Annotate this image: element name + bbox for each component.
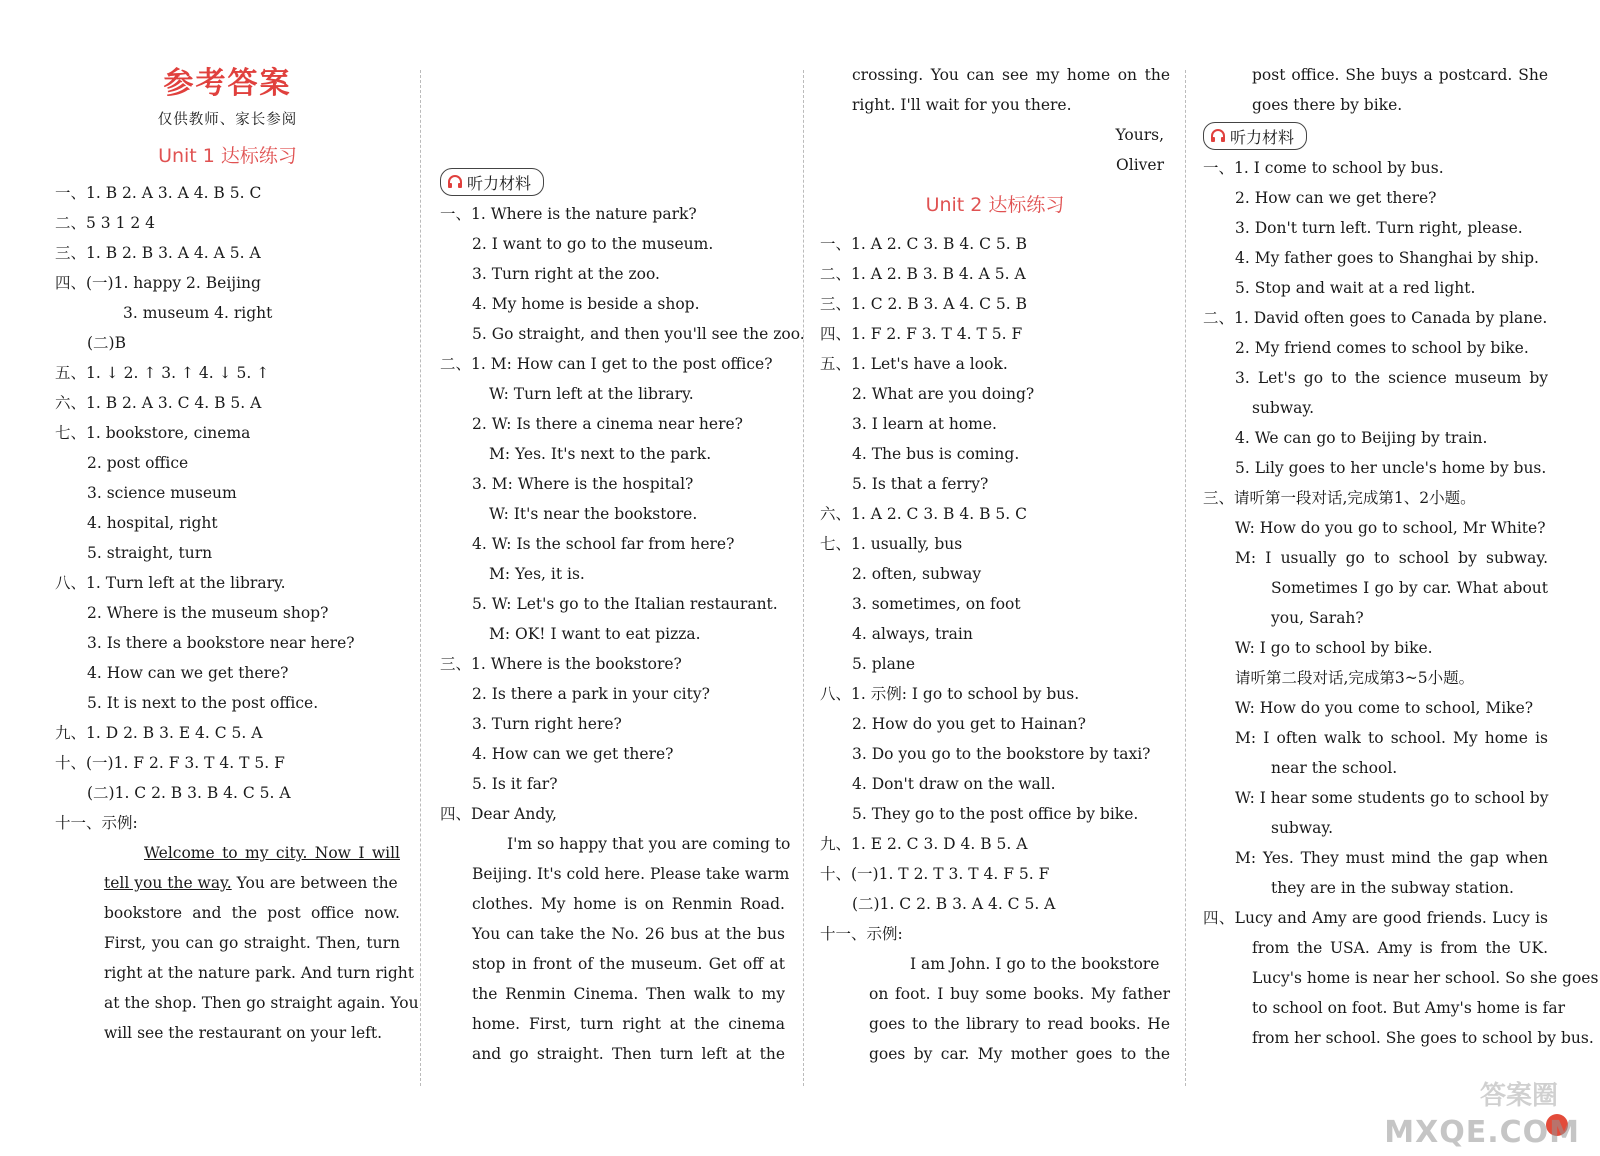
script-line: 三、1. Where is the bookstore? (440, 655, 682, 673)
page-subtitle: 仅供教师、家长参阅 (157, 112, 298, 128)
script-line: M: OK! I want to eat pizza. (489, 625, 701, 643)
essay-line: bookstore and the post office now. (104, 904, 400, 922)
script-line: they are in the subway station. (1271, 879, 1514, 897)
answer-line: 二、1. A 2. B 3. B 4. A 5. A (820, 265, 1026, 283)
script-line: you, Sarah? (1271, 609, 1364, 627)
answer-line: 三、1. B 2. B 3. A 4. A 5. A (55, 244, 261, 262)
listening-label: 听力材料 (1230, 127, 1295, 147)
essay-underlined: tell you the way. (104, 874, 232, 892)
answer-line: 2. post office (87, 454, 189, 472)
answer-line: 4. always, train (852, 625, 973, 643)
script-line: Lucy's home is near her school. So she goes (1252, 969, 1599, 987)
letter-line: stop in front of the museum. Get off at (472, 955, 785, 973)
letter-closing: Yours, (1115, 126, 1164, 144)
script-line: 5. Lily goes to her uncle's home by bus. (1235, 459, 1547, 477)
answer-line: 六、1. B 2. A 3. C 4. B 5. A (55, 394, 262, 412)
answer-line: 七、1. bookstore, cinema (55, 424, 251, 442)
answer-line: 4. hospital, right (87, 514, 218, 532)
essay-line: right at the nature park. And turn right (104, 964, 414, 982)
script-line: subway. (1271, 819, 1333, 837)
answer-line: 2. Where is the museum shop? (87, 604, 329, 622)
script-line: 请听第二段对话,完成第3~5小题。 (1235, 669, 1475, 687)
column-1 (55, 56, 419, 1048)
answer-line: 五、1. ↓ 2. ↑ 3. ↑ 4. ↓ 5. ↑ (55, 364, 270, 382)
script-line: 5. W: Let's go to the Italian restaurant. (472, 595, 778, 613)
answer-line: 一、1. B 2. A 3. A 4. B 5. C (55, 184, 262, 202)
column-4 (1203, 60, 1599, 1053)
listening-label: 听力材料 (467, 173, 532, 193)
answer-line: 5. It is next to the post office. (87, 694, 319, 712)
answer-line: 三、1. C 2. B 3. A 4. C 5. B (820, 295, 1027, 313)
column-2 (440, 166, 805, 1069)
script-line: 4. My home is beside a shop. (472, 295, 700, 313)
unit2-title: Unit 2 达标练习 (925, 194, 1065, 216)
script-line: M: Yes, it is. (489, 565, 585, 583)
script-line: 2. My friend comes to school by bike. (1235, 339, 1529, 357)
answer-line: 六、1. A 2. C 3. B 4. B 5. C (820, 505, 1027, 523)
essay-text: You are between the (231, 874, 398, 892)
answer-line: 4. How can we get there? (87, 664, 289, 682)
script-line: W: I hear some students go to school by (1235, 789, 1549, 807)
script-line: Sometimes I go by car. What about (1271, 579, 1548, 597)
answer-line: 九、1. E 2. C 3. D 4. B 5. A (820, 835, 1028, 853)
answer-line: 四、(一)1. happy 2. Beijing (55, 274, 261, 292)
listening-tag (440, 168, 544, 196)
answer-line: 十、(一)1. T 2. T 3. T 4. F 5. F (820, 865, 1050, 883)
script-line: 三、请听第一段对话,完成第1、2小题。 (1203, 489, 1476, 507)
script-line: W: It's near the bookstore. (489, 505, 698, 523)
script-line: M: Yes. They must mind the gap when (1235, 849, 1548, 867)
answer-line: 2. What are you doing? (852, 385, 1035, 403)
script-line: 4. W: Is the school far from here? (472, 535, 735, 553)
answer-line: 3. museum 4. right (123, 304, 273, 322)
text-line: post office. She buys a postcard. She (1252, 66, 1548, 84)
script-line: W: How do you go to school, Mr White? (1235, 519, 1546, 537)
answer-line: 一、1. A 2. C 3. B 4. C 5. B (820, 235, 1027, 253)
answer-line: 2. How do you get to Hainan? (852, 715, 1086, 733)
unit1-title: Unit 1 达标练习 (158, 145, 297, 167)
essay-underlined: Welcome to my city. Now I will (144, 844, 400, 862)
script-line: M: I usually go to school by subway. (1235, 549, 1548, 567)
letter-line: clothes. My home is on Renmin Road. (472, 895, 785, 913)
answer-line: 5. They go to the post office by bike. (852, 805, 1139, 823)
answer-line: (二)1. C 2. B 3. B 4. C 5. A (87, 784, 291, 802)
letter-line: right. I'll wait for you there. (852, 96, 1072, 114)
answer-line: (二)1. C 2. B 3. A 4. C 5. A (852, 895, 1056, 913)
letter-line: You can take the No. 26 bus at the bus (472, 925, 785, 943)
column-divider (803, 70, 804, 1086)
column-divider (1185, 70, 1186, 1086)
essay-line (55, 838, 400, 868)
answer-line: 5. plane (852, 655, 915, 673)
essay-line: goes to the library to read books. He (869, 1015, 1170, 1033)
listening-tag (1203, 122, 1307, 150)
letter-line: crossing. You can see my home on the (852, 66, 1170, 84)
script-line: 二、1. M: How can I get to the post office? (440, 355, 773, 373)
text-line: goes there by bike. (1252, 96, 1403, 114)
script-line: from her school. She goes to school by bus. (1252, 1029, 1594, 1047)
essay-line: First, you can go straight. Then, turn (104, 934, 400, 952)
answer-line: 5. straight, turn (87, 544, 213, 562)
answer-line: 七、1. usually, bus (820, 535, 963, 553)
letter-line: home. First, turn right at the cinema (472, 1015, 785, 1033)
script-line: 四、Lucy and Amy are good friends. Lucy is (1203, 909, 1548, 927)
script-line: 4. We can go to Beijing by train. (1235, 429, 1488, 447)
script-line: W: I go to school by bike. (1235, 639, 1433, 657)
answer-line: 4. Don't draw on the wall. (852, 775, 1056, 793)
answer-line: 4. The bus is coming. (852, 445, 1020, 463)
script-line: 4. How can we get there? (472, 745, 674, 763)
answer-line: 九、1. D 2. B 3. E 4. C 5. A (55, 724, 263, 742)
script-line: W: Turn left at the library. (489, 385, 694, 403)
essay-line: will see the restaurant on your left. (104, 1024, 383, 1042)
letter-line: and go straight. Then turn left at the (472, 1045, 785, 1063)
script-line: near the school. (1271, 759, 1398, 777)
script-line: from the USA. Amy is from the UK. (1252, 939, 1548, 957)
watermark-text: MXQE.COM (1384, 1115, 1580, 1150)
answer-line: 四、1. F 2. F 3. T 4. T 5. F (820, 325, 1023, 343)
answer-line: 3. Is there a bookstore near here? (87, 634, 355, 652)
letter-signature: Oliver (1116, 156, 1164, 174)
answer-line: 3. science museum (87, 484, 237, 502)
letter-line: Beijing. It's cold here. Please take warm (472, 865, 790, 883)
script-line: 2. W: Is there a cinema near here? (472, 415, 743, 433)
answer-line: 5. Is that a ferry? (852, 475, 989, 493)
script-line: 2. How can we get there? (1235, 189, 1437, 207)
column-divider (420, 70, 421, 1086)
headphones-icon (447, 174, 463, 190)
script-line: 4. My father goes to Shanghai by ship. (1235, 249, 1539, 267)
watermark-logo: 答案圈 (1479, 1081, 1558, 1111)
answer-line: 八、1. 示例: I go to school by bus. (820, 685, 1080, 703)
answer-line: 二、5 3 1 2 4 (55, 214, 156, 232)
script-line: 2. Is there a park in your city? (472, 685, 710, 703)
script-line: 2. I want to go to the museum. (472, 235, 714, 253)
answer-line: 2. often, subway (852, 565, 982, 583)
script-line: to school on foot. But Amy's home is far (1252, 999, 1566, 1017)
answer-line: 八、1. Turn left at the library. (55, 574, 286, 592)
answer-line: 十、(一)1. F 2. F 3. T 4. T 5. F (55, 754, 285, 772)
letter-line: the Renmin Cinema. Then walk to my (472, 985, 785, 1003)
answer-line: 十一、示例: (55, 814, 138, 832)
script-line: 二、1. David often goes to Canada by plane. (1203, 309, 1548, 327)
column-3 (820, 60, 1170, 1069)
script-line: 3. Turn right at the zoo. (472, 265, 660, 283)
script-line: W: How do you come to school, Mike? (1235, 699, 1534, 717)
script-line: M: I often walk to school. My home is (1235, 729, 1548, 747)
headphones-icon (1210, 128, 1226, 144)
answer-line: 3. I learn at home. (852, 415, 997, 433)
answer-line: 十一、示例: (820, 925, 903, 943)
script-line: 一、1. I come to school by bus. (1203, 159, 1444, 177)
script-line: 3. Don't turn left. Turn right, please. (1235, 219, 1523, 237)
script-line: 5. Stop and wait at a red light. (1235, 279, 1476, 297)
script-line: subway. (1252, 399, 1314, 417)
answer-line: 五、1. Let's have a look. (820, 355, 1008, 373)
script-line: 5. Go straight, and then you'll see the zoo. (472, 325, 805, 343)
essay-line: on foot. I buy some books. My father (869, 985, 1170, 1003)
script-line: 四、Dear Andy, (440, 805, 557, 823)
essay-line: goes by car. My mother goes to the (869, 1045, 1170, 1063)
script-line: 3. M: Where is the hospital? (472, 475, 694, 493)
answer-line: 3. Do you go to the bookstore by taxi? (852, 745, 1151, 763)
answer-line: 3. sometimes, on foot (852, 595, 1021, 613)
script-line: 3. Let's go to the science museum by (1235, 369, 1548, 387)
script-line: 3. Turn right here? (472, 715, 622, 733)
letter-line: I'm so happy that you are coming to (507, 835, 791, 853)
essay-line (55, 868, 400, 898)
script-line: M: Yes. It's next to the park. (489, 445, 712, 463)
answer-line: (二)B (87, 334, 126, 352)
page-title: 参考答案 (163, 66, 292, 101)
essay-line: at the shop. Then go straight again. You (104, 994, 419, 1012)
script-line: 一、1. Where is the nature park? (440, 205, 697, 223)
essay-line: I am John. I go to the bookstore (910, 955, 1160, 973)
script-line: 5. Is it far? (472, 775, 558, 793)
